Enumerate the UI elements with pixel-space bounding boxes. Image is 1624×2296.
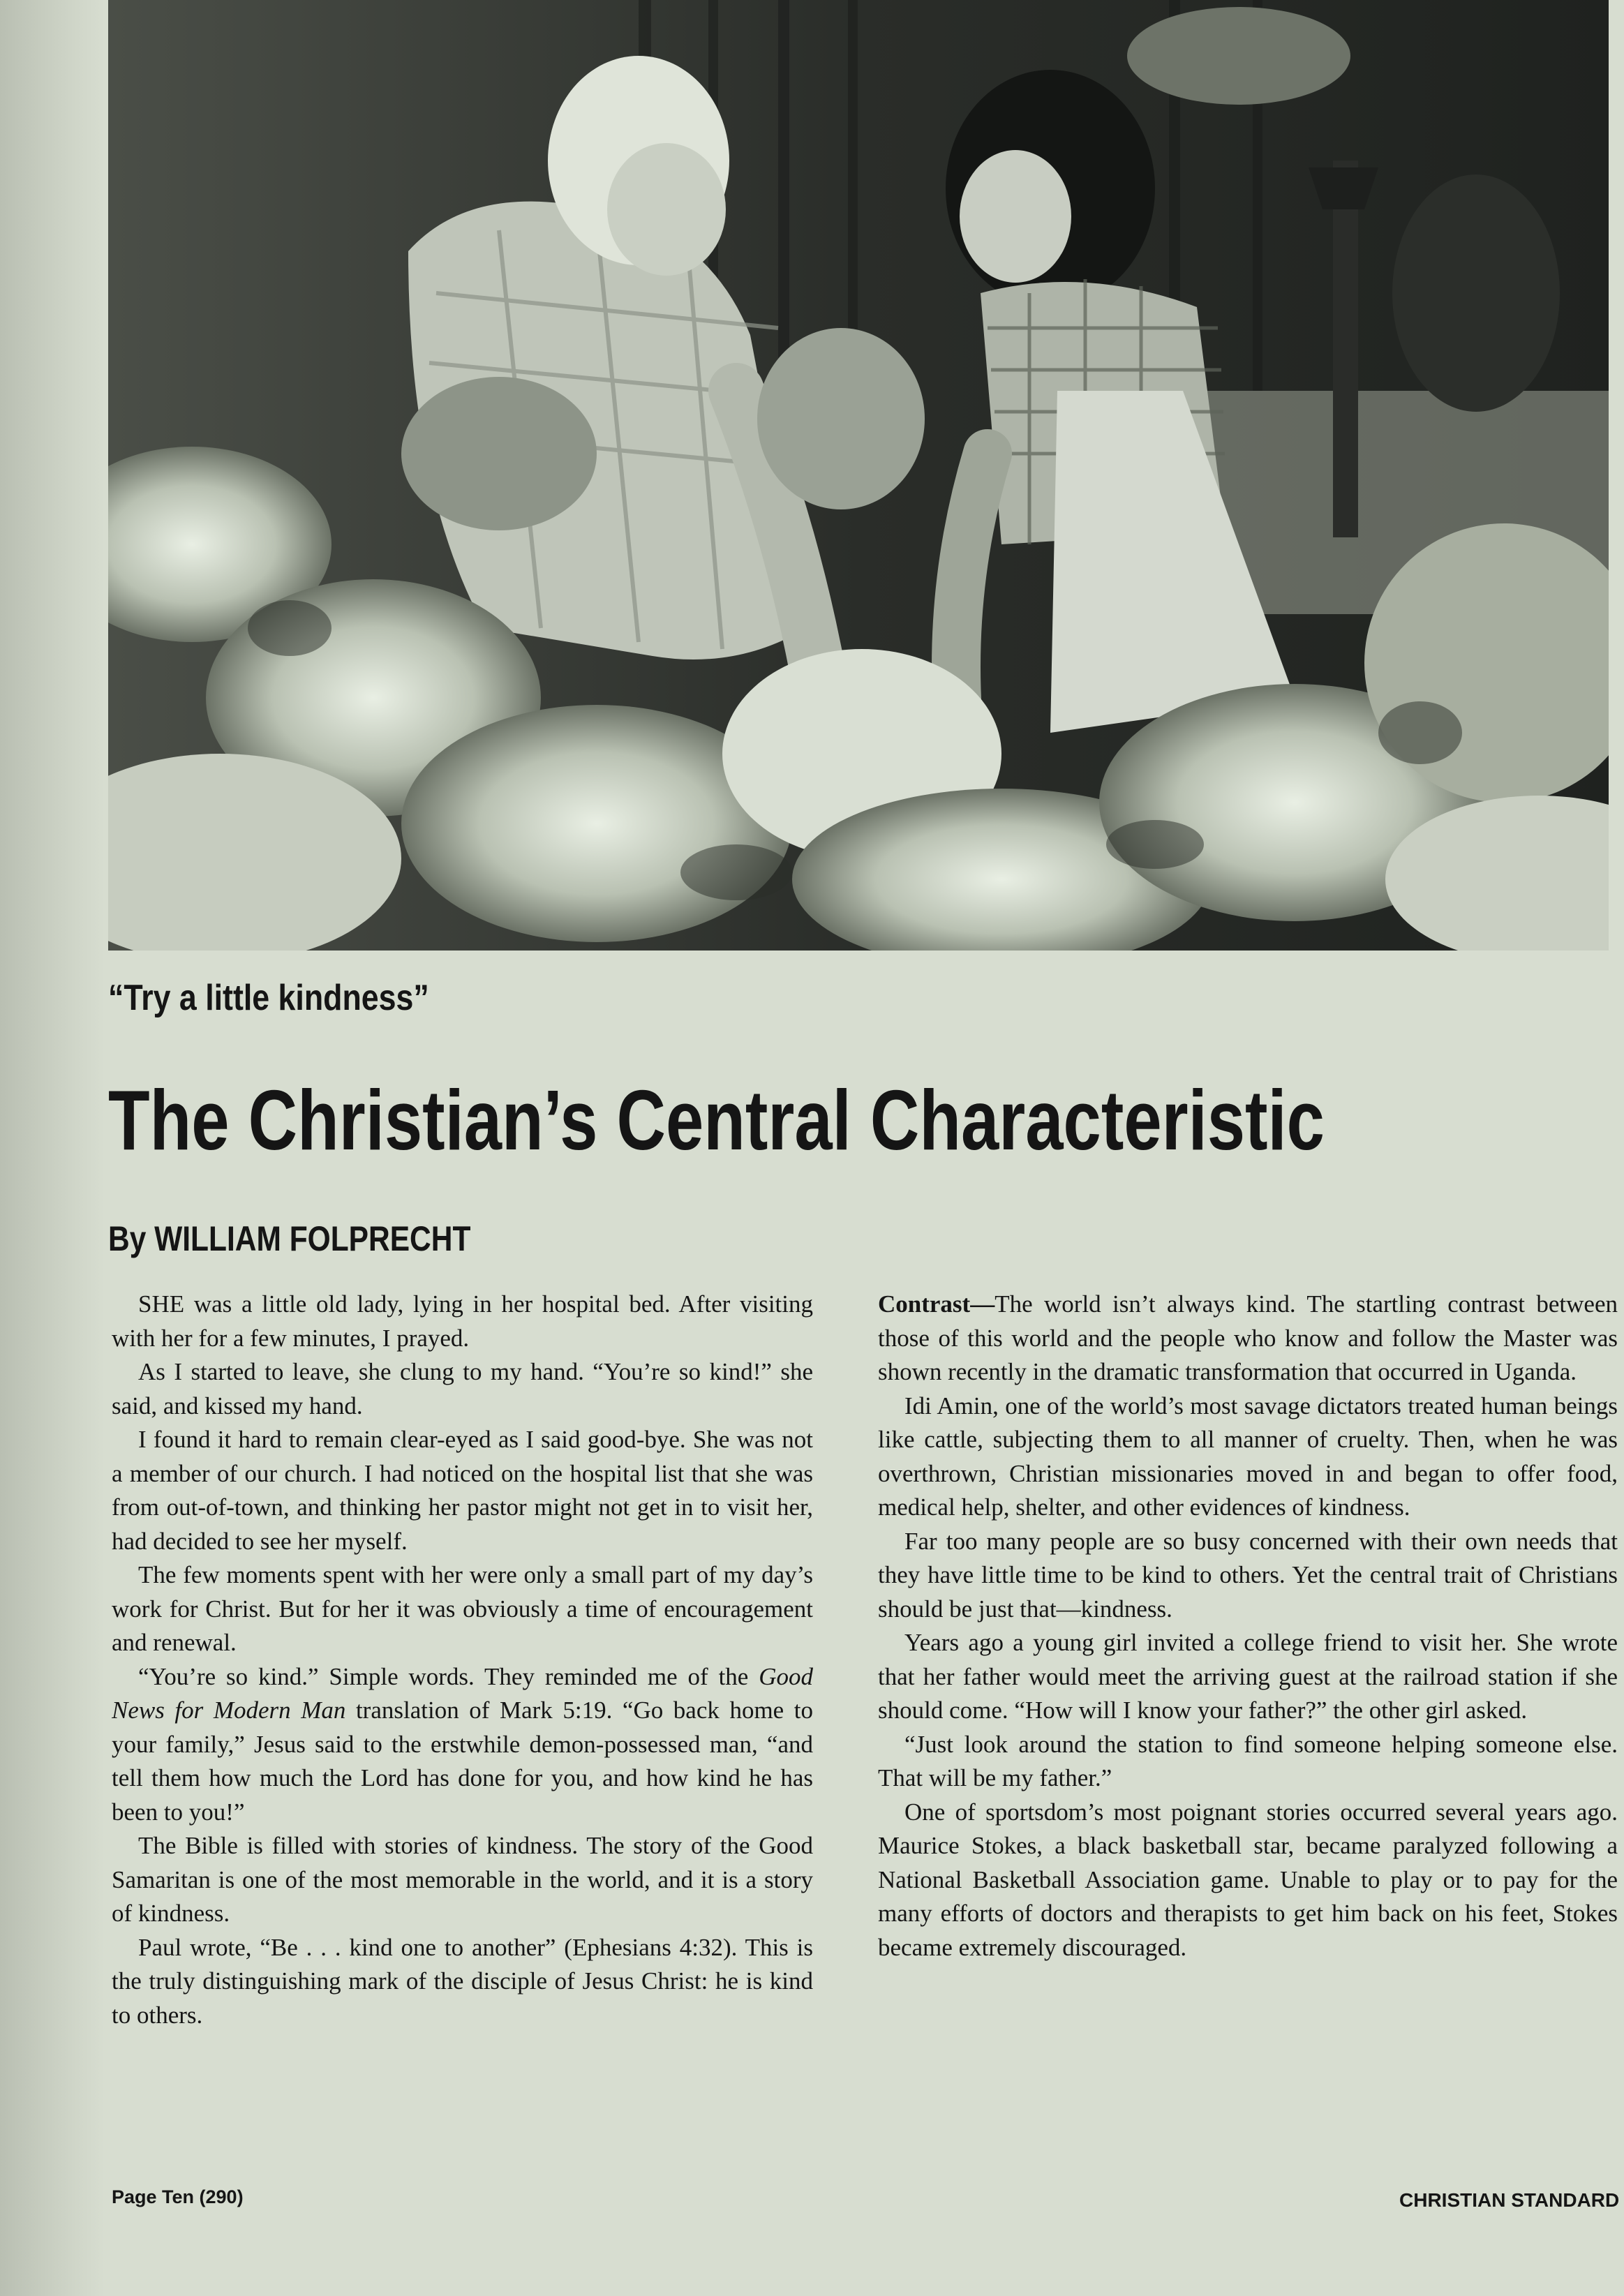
magazine-name: CHRISTIAN STANDARD <box>1399 2189 1620 2211</box>
photo-caption: “Try a little kindness” <box>108 978 429 1018</box>
page-edge-shadow <box>0 0 105 2296</box>
page-number: Page Ten (290) <box>112 2186 244 2207</box>
paragraph: One of sportsdom’s most poignant stories occurred several years ago. Maurice Stokes, a black basketball star, became paralyzed following a National Basketball Association game. Unable to play or to pay for the many efforts of doctors and therapists to get him back on his feet, Stokes became extremely discouraged. <box>878 1798 1618 1961</box>
article-column-right <box>878 1288 1618 2146</box>
paragraph: “Just look around the station to find someone helping someone else. That will be my father.” <box>878 1730 1618 1791</box>
paragraph: I found it hard to remain clear-eyed as I said good-bye. She was not a member of our church. I had noticed on the hospital list that she was from out-of-town, and thinking her pastor might not get in to visit her, had decided to see her myself. <box>112 1426 813 1555</box>
author-byline: By WILLIAM FOLPRECHT <box>108 1219 471 1258</box>
paragraph: SHE was a little old lady, lying in her hospital bed. After visiting with her for a few minutes, I prayed. <box>112 1290 813 1352</box>
article-column-left <box>112 1288 813 2146</box>
paragraph-text: “You’re so kind.” Simple words. They reminded me of the <box>138 1662 759 1690</box>
article-photo <box>108 0 1609 951</box>
section-runin-heading: Contrast— <box>878 1290 995 1318</box>
article-headline: The Christian’s Central Characteristic <box>108 1073 1325 1168</box>
paragraph <box>112 1660 813 1830</box>
paragraph-text: The world isn’t always kind. The startling contrast between those of this world and the people who know and follow the Master was shown recently in the dramatic transformation that occurred in Uganda. <box>878 1290 1618 1385</box>
paragraph: As I started to leave, she clung to my hand. “You’re so kind!” she said, and kissed my hand. <box>112 1358 813 1419</box>
paragraph: Idi Amin, one of the world’s most savage dictators treated human beings like cattle, subjecting them to all manner of cruelty. Then, when he was overthrown, Christian missionaries moved in and began to offer food, medical help, shelter, and other evidences of kindness. <box>878 1392 1618 1521</box>
paragraph-text: translation of Mark 5:19. “Go back home to your family,” Jesus said to the erstwhile demon-possessed man, “and tell them how much the Lord has done for you, and how kind he has been to you!” <box>112 1697 813 1826</box>
paragraph: Paul wrote, “Be . . . kind one to another” (Ephesians 4:32). This is the truly distinguishing mark of the disciple of Jesus Christ: he is kind to others. <box>112 1933 813 2029</box>
book-title: Good News for Modern Man <box>112 1662 813 1724</box>
gardening-photo-illustration <box>108 0 1609 951</box>
paragraph <box>878 1288 1618 1389</box>
paragraph: Far too many people are so busy concerned with their own needs that they have little time to be kind to others. Yet the central trait of Christians should be just that—kindness. <box>878 1527 1618 1623</box>
paragraph: Years ago a young girl invited a college friend to visit her. She wrote that her father would meet the arriving guest at the railroad station if she should come. “How will I know your father?” the other girl asked. <box>878 1629 1618 1724</box>
paragraph: The few moments spent with her were only a small part of my day’s work for Christ. But for her it was obviously a time of encouragement and renewal. <box>112 1561 813 1656</box>
paragraph: The Bible is filled with stories of kindness. The story of the Good Samaritan is one of the most memorable in the world, and it is a story of kindness. <box>112 1832 813 1927</box>
